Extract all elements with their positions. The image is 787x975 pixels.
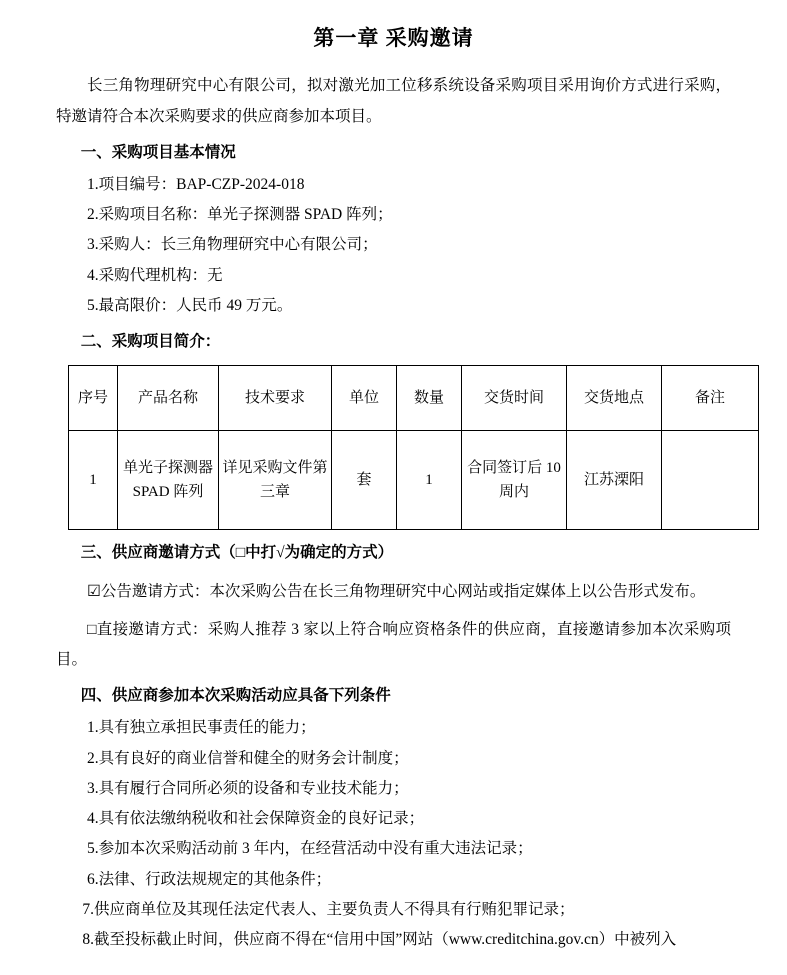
page-title: 第一章 采购邀请 <box>313 26 474 50</box>
table-header-cell: 数量 <box>397 366 462 431</box>
table-header-cell: 交货时间 <box>462 366 567 431</box>
table-header-cell: 单位 <box>332 366 397 431</box>
table-cell: 套 <box>332 431 397 530</box>
list-item: 6.法律、行政法规规定的其他条件； <box>87 870 332 888</box>
list-item: 1.具有独立承担民事责任的能力； <box>87 719 316 737</box>
list-item: 3.采购人：长三角物理研究中心有限公司； <box>87 236 378 254</box>
list-item: 5.参加本次采购活动前 3 年内，在经营活动中没有重大违法记录； <box>87 840 533 858</box>
section-heading-3: 三、供应商邀请方式（□中打√为确定的方式） <box>80 544 394 562</box>
table-cell: 1 <box>69 431 118 530</box>
table-cell <box>662 431 759 530</box>
list-item: 2.具有良好的商业信誉和健全的财务会计制度； <box>87 749 409 767</box>
invitation-option-direct: □直接邀请方式：采购人推荐 3 家以上符合响应资格条件的供应商，直接邀请参加本次采购项目。 <box>56 620 731 669</box>
list-item: 7.供应商单位及其现任法定代表人、主要负责人不得具有行贿犯罪记录； <box>82 900 575 918</box>
list-item: 4.具有依法缴纳税收和社会保障资金的良好记录； <box>87 810 425 828</box>
table-header-cell: 备注 <box>662 366 759 431</box>
table-header-cell: 交货地点 <box>567 366 662 431</box>
section-heading-4: 四、供应商参加本次采购活动应具备下列条件 <box>80 687 391 705</box>
list-item: 3.具有履行合同所必须的设备和专业技术能力； <box>87 779 409 797</box>
list-item: 2.采购项目名称：单光子探测器 SPAD 阵列； <box>87 206 393 224</box>
table-header-row <box>69 366 759 431</box>
table-cell: 详见采购文件第三章 <box>219 431 332 530</box>
list-item: 4.采购代理机构：无 <box>87 266 223 284</box>
intro-paragraph: 长三角物理研究中心有限公司，拟对激光加工位移系统设备采购项目采用询价方式进行采购，特邀请符合本次采购要求的供应商参加本项目。 <box>56 77 731 125</box>
list-item: 5.最高限价：人民币 49 万元。 <box>87 296 293 314</box>
table-cell: 单光子探测器 SPAD 阵列 <box>118 431 219 530</box>
invitation-option-public: ☑公告邀请方式：本次采购公告在长三角物理研究中心网站或指定媒体上以公告形式发布。 <box>87 582 706 600</box>
list-item: 1.项目编号：BAP-CZP-2024-018 <box>87 176 305 194</box>
table-header-cell: 技术要求 <box>219 366 332 431</box>
section-heading-1: 一、采购项目基本情况 <box>80 143 236 161</box>
table-header-cell: 产品名称 <box>118 366 219 431</box>
table-row <box>69 431 759 530</box>
list-item: 8.截至投标截止时间，供应商不得在“信用中国”网站（www.creditchina.gov.cn）中被列入 <box>82 930 677 948</box>
table-cell: 江苏溧阳 <box>567 431 662 530</box>
table-cell: 合同签订后 10 周内 <box>462 431 567 530</box>
table-cell: 1 <box>397 431 462 530</box>
section-heading-2: 二、采购项目简介： <box>80 333 221 351</box>
goods-table <box>68 365 759 530</box>
table-header-cell: 序号 <box>69 366 118 431</box>
